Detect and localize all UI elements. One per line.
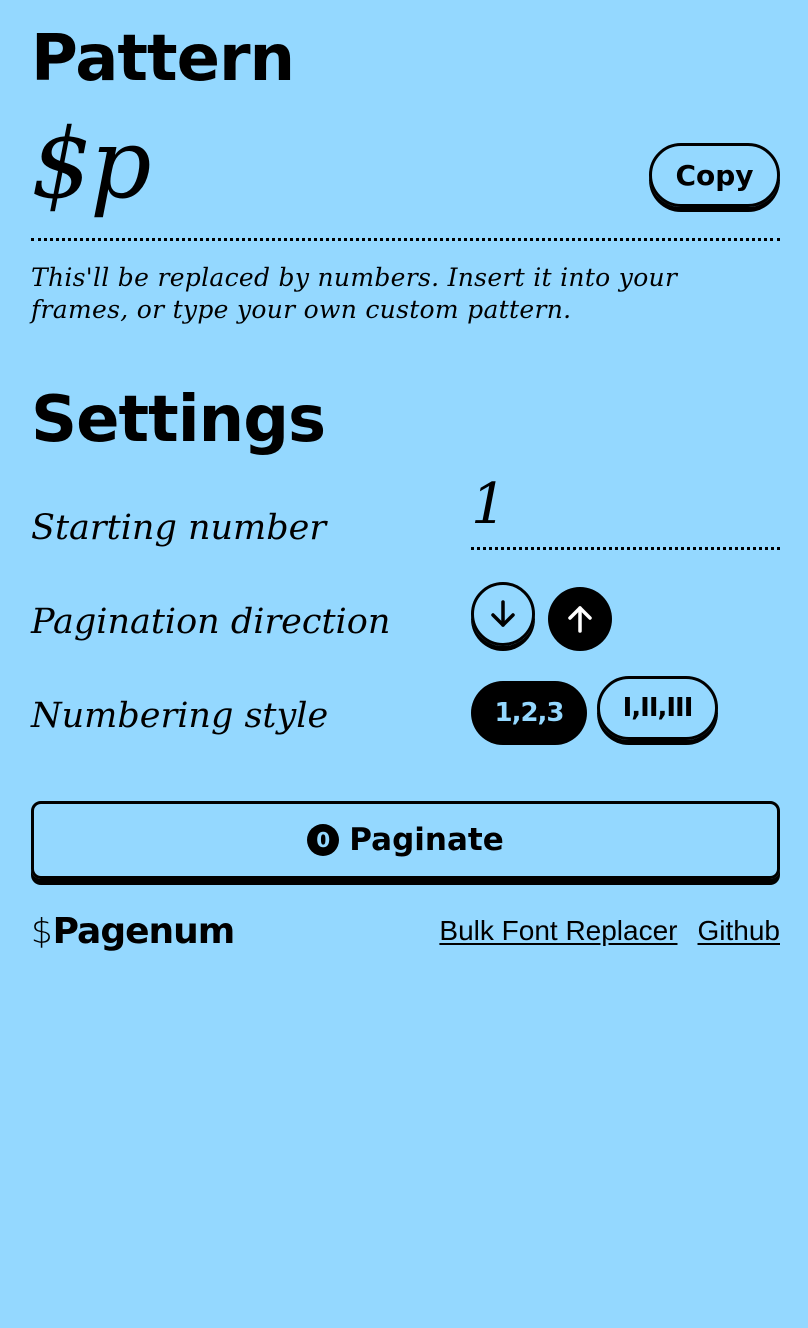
numbering-style-label: Numbering style — [31, 696, 329, 736]
starting-number-input[interactable]: 1 — [471, 470, 780, 550]
pagenum-logo — [31, 908, 234, 955]
logo-name: Pagenum — [52, 911, 235, 952]
pagination-direction-label: Pagination direction — [31, 602, 391, 642]
arrow-down-icon — [488, 599, 518, 629]
github-link[interactable]: Github — [697, 915, 780, 946]
direction-up-button[interactable] — [548, 587, 612, 651]
style-roman-button[interactable]: I,II,III — [597, 676, 718, 740]
selection-count-badge: 0 — [307, 824, 339, 856]
logo-dollar-symbol: $ — [31, 912, 53, 952]
pattern-input[interactable]: $p — [31, 108, 150, 220]
paginate-label: Paginate — [349, 822, 504, 858]
footer — [31, 908, 780, 954]
pattern-field[interactable] — [31, 108, 780, 241]
copy-button[interactable]: Copy — [649, 143, 780, 207]
direction-down-button[interactable] — [471, 582, 535, 646]
arrow-up-icon — [565, 604, 595, 634]
paginate-button[interactable] — [31, 801, 780, 879]
bulk-font-replacer-link[interactable]: Bulk Font Replacer — [439, 915, 678, 946]
settings-heading: Settings — [31, 383, 326, 457]
pattern-heading: Pattern — [31, 22, 295, 96]
footer-links — [439, 908, 780, 954]
style-arabic-button[interactable]: 1,2,3 — [471, 681, 587, 745]
pattern-help-text: This'll be replaced by numbers. Insert it into your frames, or type your own custom pattern. — [31, 263, 678, 324]
starting-number-label: Starting number — [31, 508, 327, 548]
